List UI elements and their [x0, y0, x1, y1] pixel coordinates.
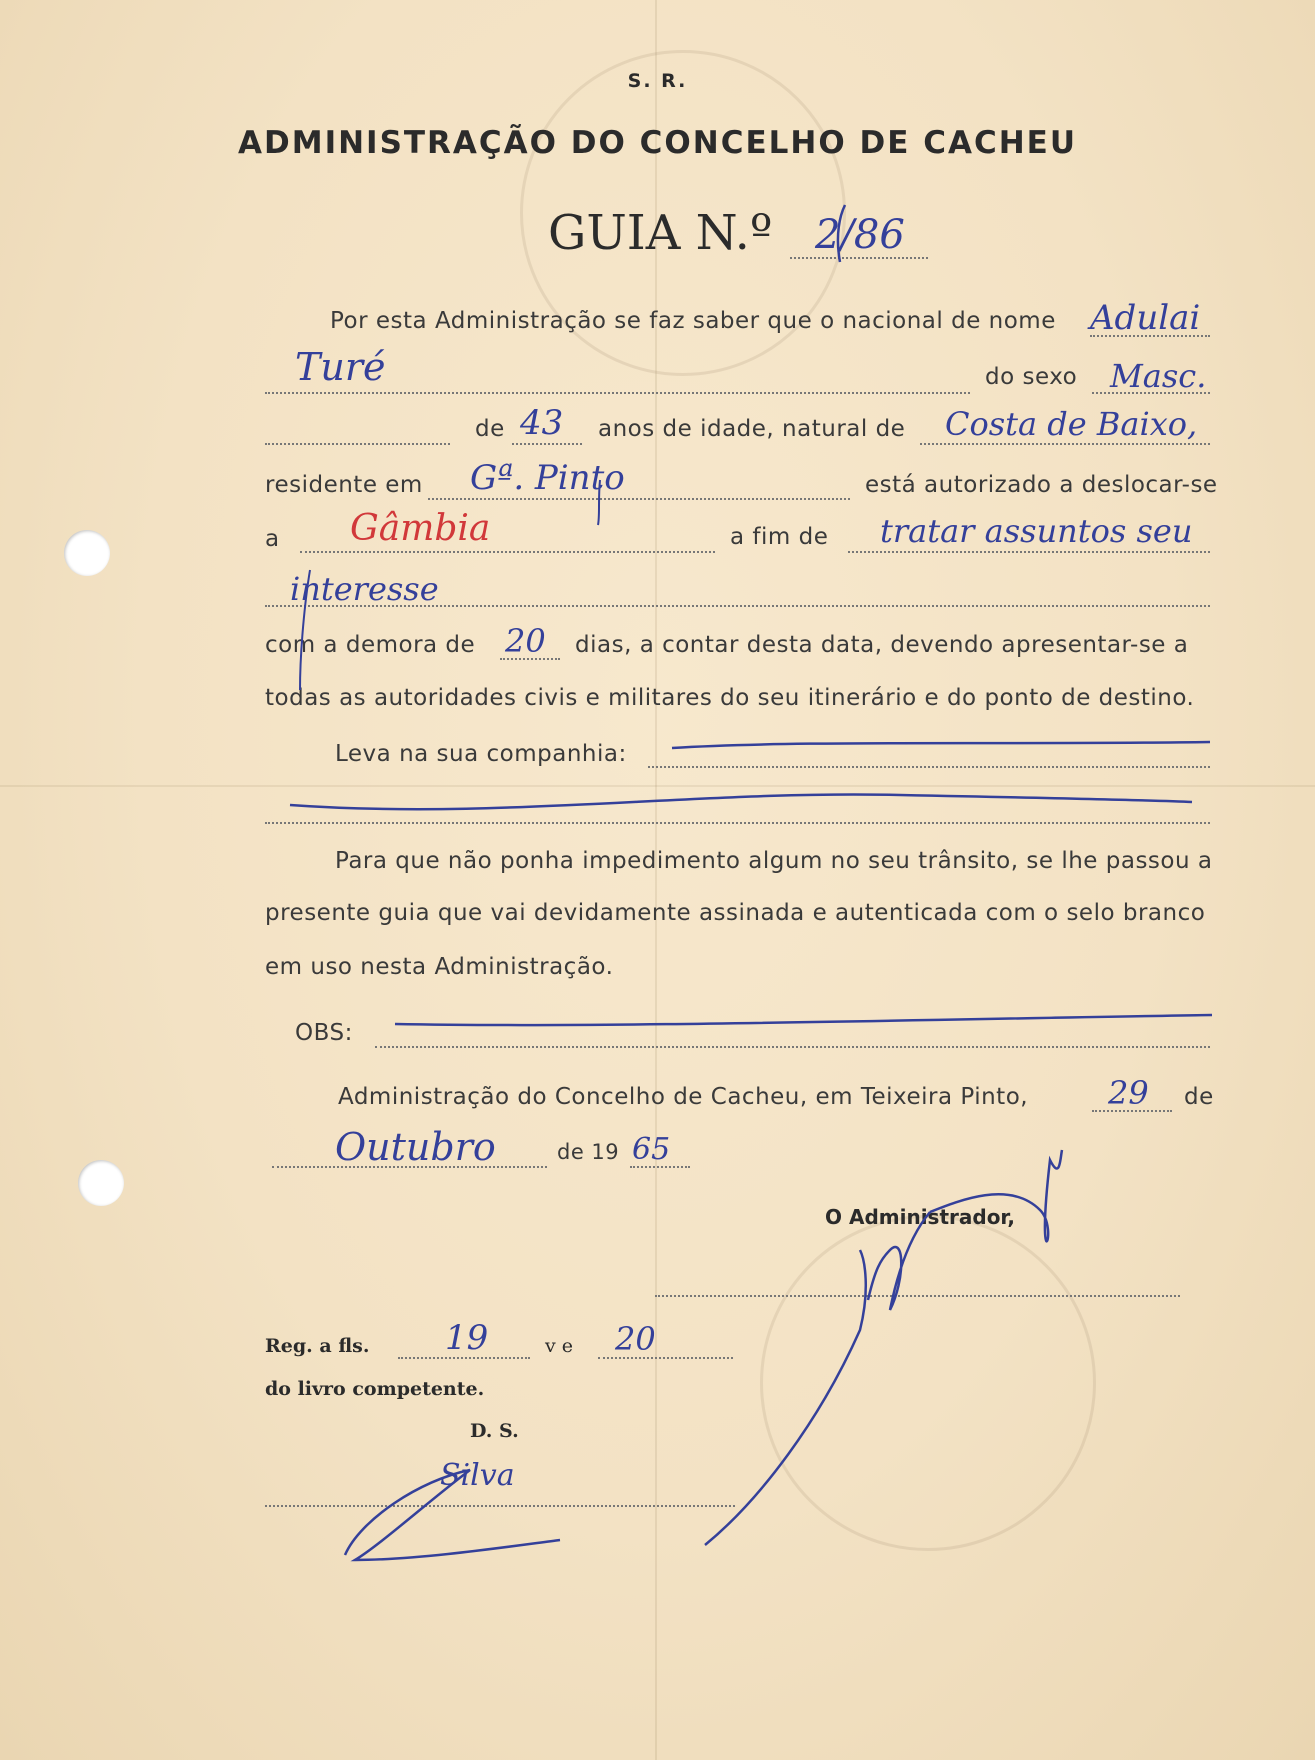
age-value: 43 — [520, 403, 564, 443]
administrador-signature — [705, 1150, 1062, 1545]
companhia-cancel-stroke — [672, 742, 1210, 748]
obs-cancel-stroke — [395, 1015, 1212, 1025]
paragraph-line-2: presente guia que vai devidamente assinada e autenticada com o selo branco — [265, 900, 1206, 926]
companhia-label: Leva na sua companhia: — [335, 741, 627, 767]
day-value: 29 — [1108, 1074, 1149, 1112]
month-value: Outubro — [335, 1125, 496, 1169]
paragraph-line-1: Para que não ponha impedimento algum no seu trânsito, se lhe passou a — [335, 848, 1213, 874]
date-line-text: Administração do Concelho de Cacheu, em Teixeira Pinto, — [338, 1084, 1029, 1110]
companhia-cancel-stroke-2 — [290, 794, 1192, 809]
fim-value-2: interesse — [290, 570, 439, 608]
dias-value: 20 — [505, 622, 546, 660]
obs-label: OBS: — [295, 1020, 353, 1046]
ds-signature: Silva — [440, 1458, 515, 1493]
guia-label: GUIA N.º — [548, 205, 773, 261]
guia-slash-stroke — [838, 205, 845, 262]
administrador-label: O Administrador, — [825, 1205, 1015, 1229]
reg-label: Reg. a fls. — [265, 1335, 370, 1357]
sexo-value: Masc. — [1110, 357, 1207, 395]
year-value: 65 — [632, 1132, 671, 1167]
guia-number: 2/86 — [815, 212, 905, 258]
year-prefix-label: de 19 — [557, 1140, 620, 1164]
demora-label: com a demora de — [265, 632, 476, 658]
header-sr: S. R. — [627, 70, 688, 92]
fim-stroke — [300, 570, 310, 690]
autoridades-text: todas as autoridades civis e militares do seu itinerário e do ponto de destino. — [265, 685, 1195, 711]
natural-value: Costa de Baixo, — [945, 405, 1198, 443]
residente-stroke — [598, 480, 600, 525]
page-title: ADMINISTRAÇÃO DO CONCELHO DE CACHEU — [238, 125, 1077, 161]
age-de-label: de — [475, 416, 505, 442]
age-label: anos de idade, natural de — [598, 416, 906, 442]
fls-value: 19 — [445, 1318, 489, 1358]
autorizado-label: está autorizado a deslocar-se — [865, 472, 1218, 498]
dias-label: dias, a contar desta data, devendo apresentar-se a — [575, 632, 1189, 658]
ds-signature-stroke — [345, 1470, 560, 1560]
paragraph-line-3: em uso nesta Administração. — [265, 954, 614, 980]
name-last: Turé — [295, 345, 386, 389]
livro-label: do livro competente. — [265, 1378, 485, 1400]
intro-text: Por esta Administração se faz saber que o nacional de nome — [330, 308, 1056, 334]
destino-value: Gâmbia — [350, 508, 491, 549]
fim-value-1: tratar assuntos seu — [880, 512, 1193, 550]
ds-label: D. S. — [470, 1420, 519, 1442]
name-first: Adulai — [1090, 298, 1201, 338]
residente-value: Gª. Pinto — [470, 458, 625, 498]
sexo-label: do sexo — [985, 364, 1078, 390]
destino-a-label: a — [265, 526, 280, 552]
day-de-label: de — [1184, 1084, 1214, 1110]
v-value: 20 — [615, 1320, 656, 1358]
residente-label: residente em — [265, 472, 423, 498]
ve-label: v e — [545, 1335, 574, 1357]
fim-label: a fim de — [730, 524, 829, 550]
